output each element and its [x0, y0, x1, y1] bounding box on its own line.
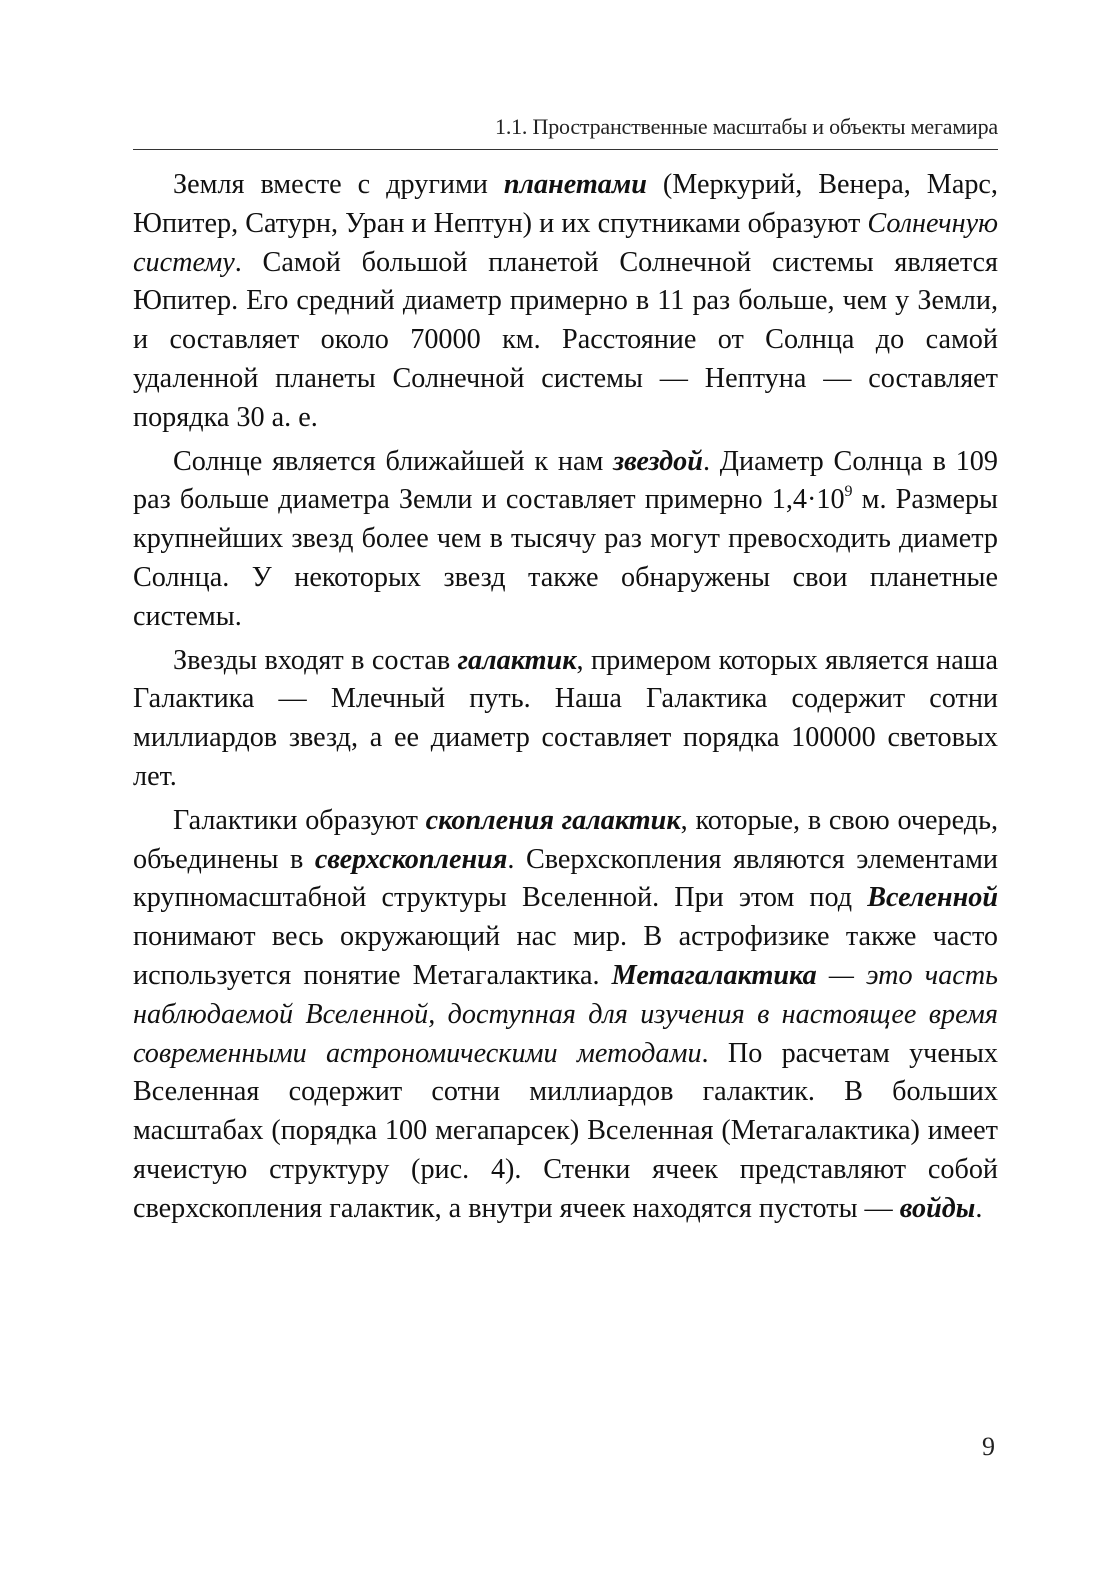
term-metagalaxy: Метагалактика: [611, 959, 817, 991]
text-run: м. Размеры крупнейших звезд более чем в тысячу раз могут превосходить диаметр Солнца. У некоторых звезд также обнаружены свои планетные системы.: [133, 484, 998, 632]
paragraph-planets: [133, 166, 998, 438]
paragraph-galaxies: [133, 642, 998, 797]
term-superclusters: сверхскопления: [314, 843, 508, 875]
definition-metagalaxy: — это часть наблюдаемой Вселенной, доступная для изучения в настоящее время современными астрономическими методами: [133, 959, 998, 1069]
text-run: .: [975, 1192, 983, 1224]
term-galaxies: галактик: [457, 644, 577, 676]
text-run: Галактики образуют: [173, 804, 426, 836]
header-rule: [133, 149, 998, 150]
term-galaxy-clusters: скопления галактик: [425, 804, 681, 836]
text-run: . Диаметр Солнца в 109 раз больше диаметра Земли и составляет примерно 1,4·10: [133, 445, 998, 516]
text-run: Звезды входят в состав: [173, 644, 458, 676]
text-run: Земля вместе с другими: [173, 169, 504, 200]
text-run: , примером которых является наша Галактика — Млечный путь. Наша Галактика содержит сотни миллиардов звезд, а ее диаметр составляет порядка 100000 световых лет.: [133, 644, 998, 792]
term-star: звездой: [613, 445, 703, 477]
text-run: понимают весь окружающий нас мир. В астрофизике также часто используется понятие Метагалактика.: [133, 921, 998, 991]
body-text: [133, 166, 998, 1229]
paragraph-stars: [133, 443, 998, 637]
term-universe: Вселенной: [867, 882, 998, 914]
term-voids: войды: [899, 1192, 976, 1224]
page-number: 9: [982, 1432, 995, 1461]
text-run: . По расчетам ученых Вселенная содержит сотни миллиардов галактик. В больших масштабах (порядка 100 мегапарсек) Вселенная (Метагалактика) имеет ячеистую структуру (рис. 4). Стенки ячеек представляют собой сверхскопления галактик, а внутри ячеек находятся пустоты —: [133, 1037, 998, 1224]
text-run: . Сверхскопления являются элементами крупномасштабной структуры Вселенной. При этом под: [133, 843, 998, 914]
text-run: . Самой большой планетой Солнечной системы является Юпитер. Его средний диаметр примерно в 11 раз больше, чем у Земли, и составляет около 70000 км. Расстояние от Солнца до самой удаленной планеты Солнечной системы — Нептуна — составляет порядка 30 а. е.: [133, 246, 998, 433]
paragraph-universe: [133, 802, 998, 1229]
term-planets: планетами: [503, 169, 647, 200]
exponent: 9: [844, 483, 853, 501]
running-head: 1.1. Пространственные масштабы и объекты мегамира: [495, 114, 998, 139]
text-run: Солнце является ближайшей к нам: [173, 445, 614, 477]
text-run: (Меркурий, Венера, Марс, Юпитер, Сатурн, Уран и Нептун) и их спутниками образуют: [133, 169, 998, 239]
term-solar-system: Солнечную систему: [133, 207, 998, 278]
text-run: , которые, в свою очередь, объединены в: [133, 804, 998, 875]
